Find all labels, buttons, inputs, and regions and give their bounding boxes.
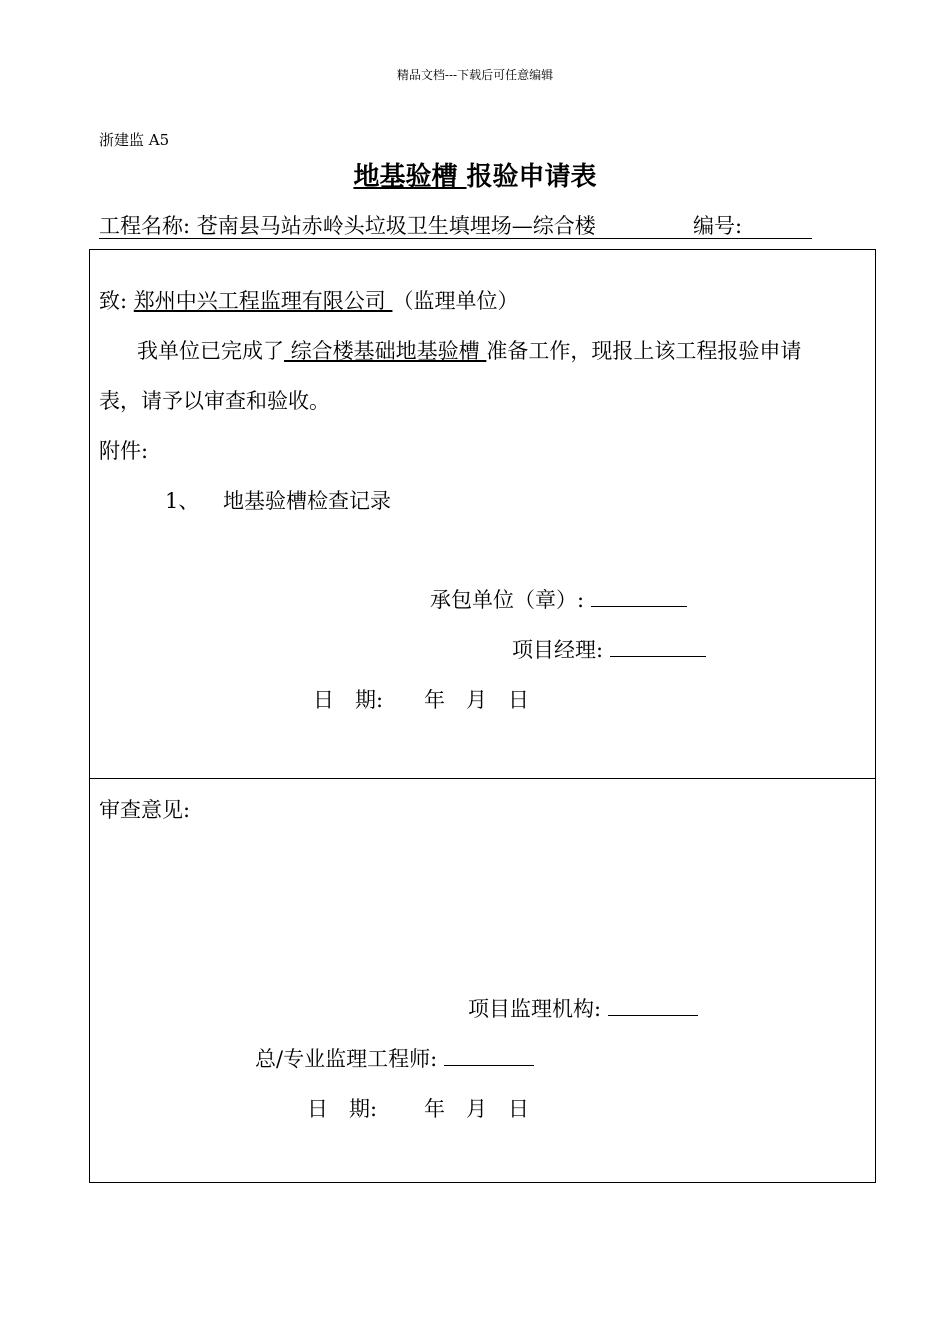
to-prefix: 致: — [99, 289, 128, 313]
project-line — [99, 210, 812, 239]
watermark: 精品文档---下载后可任意编辑 — [396, 68, 554, 82]
body-suffix: 准备工作，现报上该工程报验申请 — [486, 339, 802, 363]
request-date-ymd: 年 月 日 — [424, 688, 529, 712]
body-prefix: 我单位已完成了 — [137, 339, 284, 363]
page-title — [0, 156, 950, 193]
addressee-line — [99, 285, 518, 315]
title-underlined: 地基验槽 — [353, 162, 467, 192]
attachments-label: 附件: — [99, 439, 149, 463]
contractor-line — [430, 584, 687, 614]
request-date-label: 日 期: — [313, 688, 384, 712]
manager-blank — [610, 634, 706, 657]
number-label: 编号: — [693, 214, 743, 238]
org-label: 项目监理机构: — [468, 997, 602, 1021]
attachment-num: 1、 — [165, 489, 200, 513]
form-code: 浙建监 A5 — [99, 131, 170, 149]
project-label: 工程名称: — [99, 214, 191, 238]
title-rest: 报验申请表 — [466, 162, 597, 192]
engineer-blank — [444, 1043, 534, 1066]
org-line — [468, 993, 698, 1023]
work-item: 综合楼基础地基验槽 — [284, 339, 487, 363]
attachment-name: 地基验槽检查记录 — [223, 489, 391, 513]
engineer-line — [255, 1043, 534, 1073]
to-suffix: （监理单位） — [392, 289, 519, 313]
engineer-label: 总/专业监理工程师: — [255, 1047, 438, 1071]
body-line-1 — [137, 335, 801, 365]
contractor-label: 承包单位（章）: — [430, 588, 585, 612]
body-line-2: 表，请予以审查和验收。 — [99, 389, 330, 413]
project-name: 苍南县马站赤岭头垃圾卫生填埋场—综合楼 — [196, 214, 596, 238]
contractor-blank — [591, 584, 687, 607]
review-date-ymd: 年 月 日 — [424, 1097, 529, 1121]
supervision-unit: 郑州中兴工程监理有限公司 — [133, 289, 393, 313]
org-blank — [608, 993, 698, 1016]
opinion-label: 审查意见: — [99, 798, 191, 822]
manager-line — [512, 634, 706, 664]
review-date-label: 日 期: — [307, 1097, 378, 1121]
manager-label: 项目经理: — [512, 638, 604, 662]
